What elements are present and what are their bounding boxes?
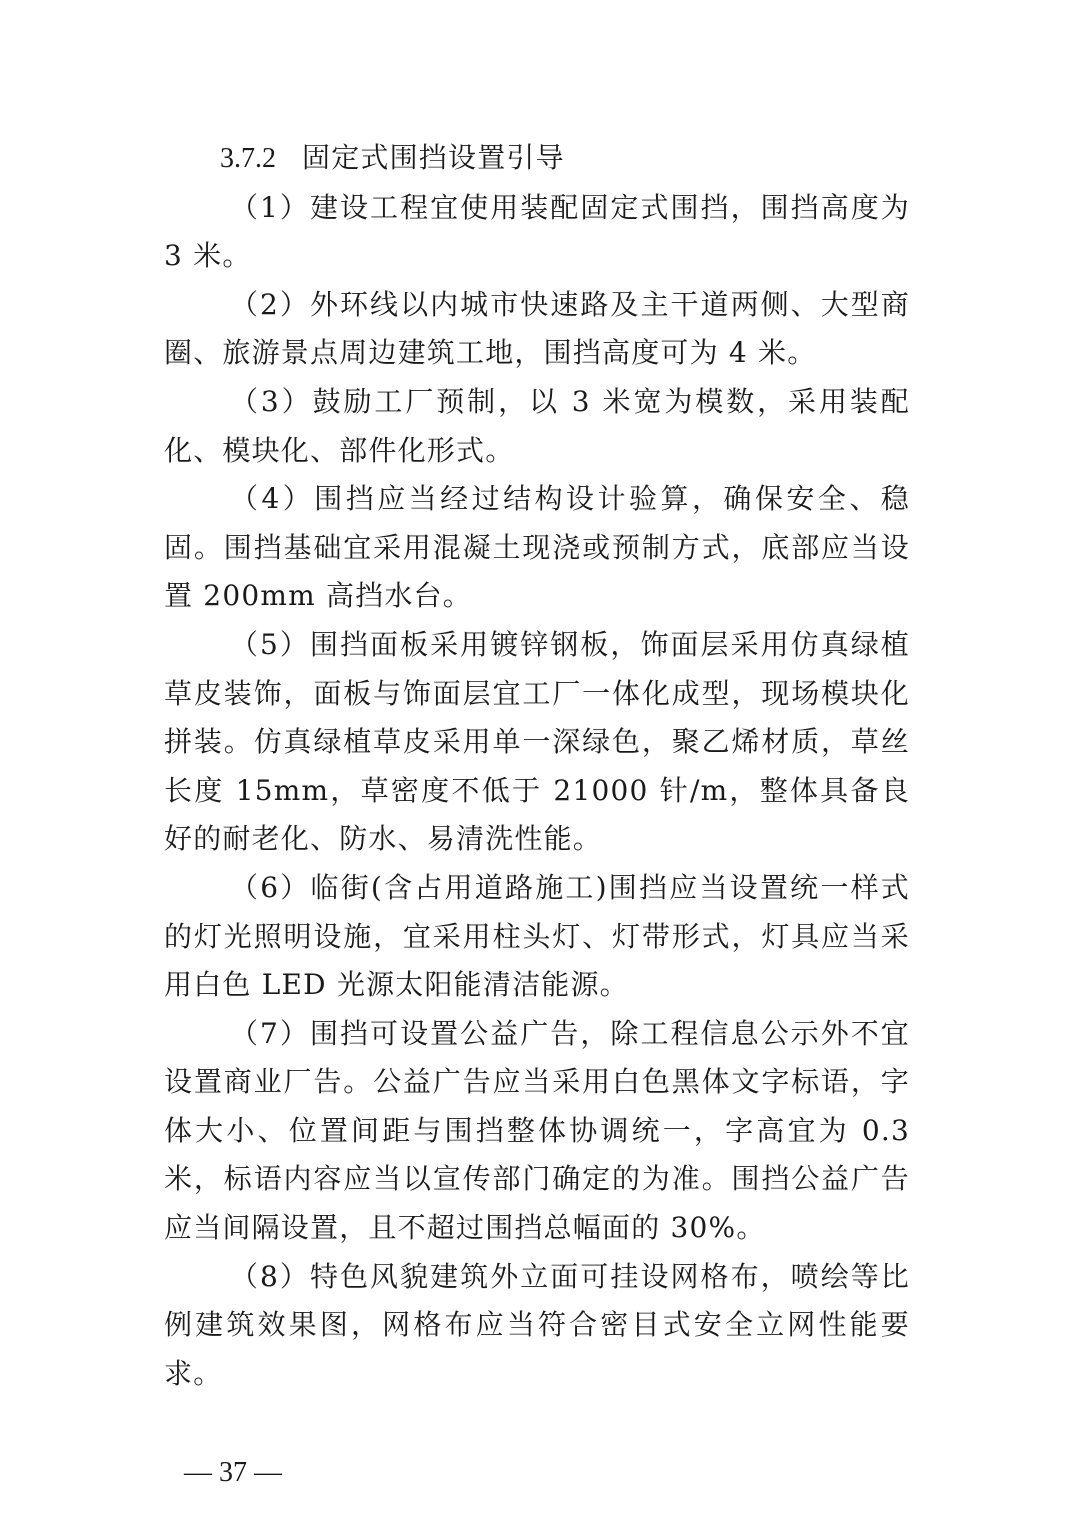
paragraph-3: （3）鼓励工厂预制，以 3 米宽为模数，采用装配化、模块化、部件化形式。	[164, 384, 910, 467]
paragraph-2: （2）外环线以内城市快速路及主干道两侧、大型商圈、旅游景点周边建筑工地，围挡高度可为 4 米。	[164, 287, 910, 370]
section-number: 3.7.2	[220, 143, 276, 174]
section-title: 固定式围挡设置引导	[302, 141, 565, 174]
paragraph-7: （7）围挡可设置公益广告，除工程信息公示外不宜设置商业厂告。公益广告应当采用白色黑体文字标语，字体大小、位置间距与围挡整体协调统一，字高宜为 0.3 米，标语内容应当以宣传部门确定的为准。围挡公益广告应当间隔设置，且不超过围挡总幅面的 30%。	[164, 1016, 910, 1245]
page-number: — 37 —	[184, 1457, 282, 1488]
section-heading	[164, 134, 910, 184]
paragraph-8: （8）特色风貌建筑外立面可挂设网格布，喷绘等比例建筑效果图，网格布应当符合密目式安全立网性能要求。	[164, 1259, 910, 1390]
paragraph-5: （5）围挡面板采用镀锌钢板，饰面层采用仿真绿植草皮装饰，面板与饰面层宜工厂一体化成型，现场模块化拼装。仿真绿植草皮采用单一深绿色，聚乙烯材质，草丝长度 15mm，草密度不低于 21000 针/m，整体具备良好的耐老化、防水、易清洗性能。	[164, 627, 910, 856]
paragraph-6: （6）临街(含占用道路施工)围挡应当设置统一样式的灯光照明设施，宜采用柱头灯、灯带形式，灯具应当采用白色 LED 光源太阳能清洁能源。	[164, 870, 910, 1002]
body-text	[164, 134, 910, 1398]
paragraph-1: （1）建设工程宜使用装配固定式围挡，围挡高度为 3 米。	[164, 190, 910, 273]
paragraph-4: （4）围挡应当经过结构设计验算，确保安全、稳固。围挡基础宜采用混凝土现浇或预制方式，底部应当设置 200mm 高挡水台。	[164, 482, 910, 613]
